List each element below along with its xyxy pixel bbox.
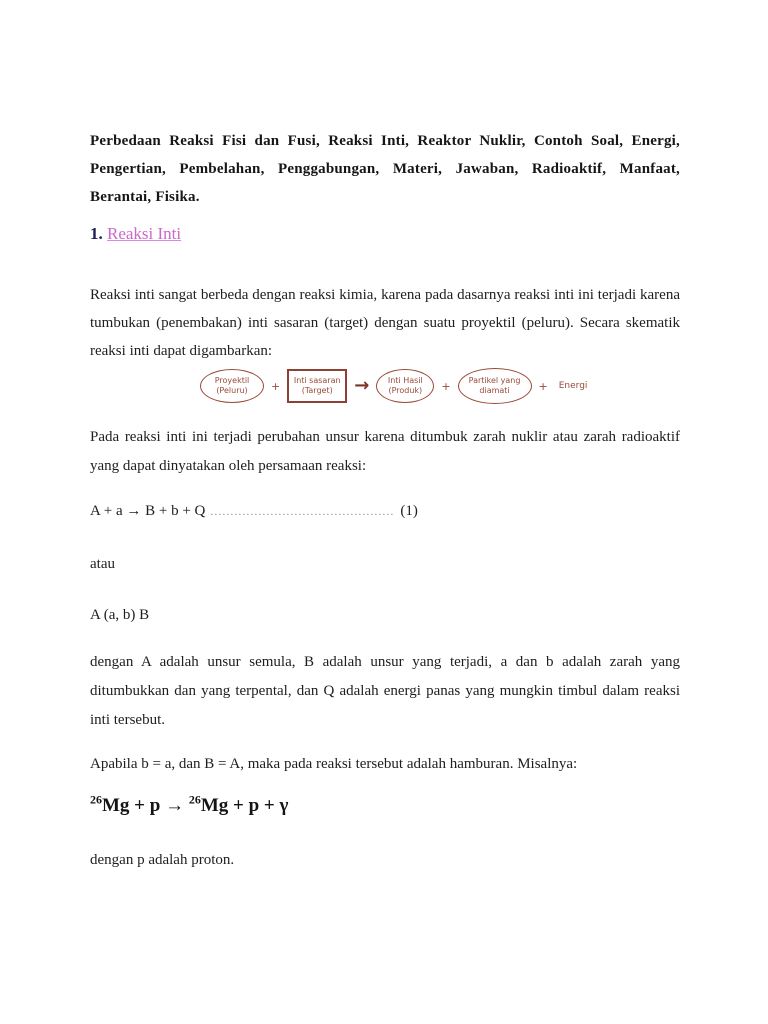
formula-superscript-b: 26 xyxy=(188,792,201,807)
atau-text: atau xyxy=(90,556,115,572)
equation-expression: A + a → B + b + Q xyxy=(90,503,206,519)
paragraph-persamaan: Pada reaksi inti ini terjadi perubahan unsur karena ditumbuk zarah nuklir atau zarah radioaktif yang dapat dinyatakan oleh persamaan reaksi: xyxy=(90,429,680,474)
section-number: 1. xyxy=(90,224,103,243)
formula-superscript-a: 26 xyxy=(90,792,102,807)
node-proyektil-line1: Proyektil xyxy=(214,376,250,385)
paragraph-hamburan: Apabila b = a, dan B = A, maka pada reaksi tersebut adalah hamburan. Misalnya: xyxy=(90,756,578,772)
plus-sign: + xyxy=(441,379,451,393)
reaction-diagram xyxy=(200,367,680,405)
diagram-node-partikel xyxy=(458,368,532,404)
node-proyektil-line2: (Peluru) xyxy=(216,386,248,395)
node-partikel-line1: Partikel yang xyxy=(468,376,521,385)
equation-line xyxy=(90,497,680,526)
equation-dots: .............................................. xyxy=(210,504,395,518)
section-link-reaksi-inti[interactable]: Reaksi Inti xyxy=(107,224,182,243)
node-partikel-line2: diamati xyxy=(479,386,510,395)
page-title: Perbedaan Reaksi Fisi dan Fusi, Reaksi Inti, Reaktor Nuklir, Contoh Soal, Energi, Pengertian, Pembelahan, Penggabungan, Materi, Jawaban, Radioaktif, Manfaat, Berantai, Fisika. xyxy=(90,133,680,205)
formula-segment-b: Mg + p + γ xyxy=(200,795,289,816)
diagram-node-hasil xyxy=(376,369,434,403)
section-heading xyxy=(90,219,680,249)
plus-sign: + xyxy=(271,379,281,393)
energi-label: Energi xyxy=(558,381,588,391)
notation-text: A (a, b) B xyxy=(90,607,150,623)
diagram-node-proyektil xyxy=(200,369,264,403)
diagram-node-target xyxy=(287,369,347,403)
arrow-right-icon: → xyxy=(354,375,370,396)
formula-segment-a: Mg + p → xyxy=(102,795,189,816)
paragraph-proton: dengan p adalah proton. xyxy=(90,852,235,868)
node-target-line1: Inti sasaran xyxy=(293,376,341,385)
plus-sign: + xyxy=(538,379,548,393)
node-hasil-line2: (Produk) xyxy=(388,386,423,395)
paragraph-intro: Reaksi inti sangat berbeda dengan reaksi kimia, karena pada dasarnya reaksi inti ini terjadi karena tumbukan (penembakan) inti sasaran (target) dengan suatu proyektil (peluru). Secara skematik reaksi inti dapat digambarkan: xyxy=(90,287,680,359)
equation-number: (1) xyxy=(400,503,418,519)
scatter-formula xyxy=(90,791,680,821)
node-hasil-line1: Inti Hasil xyxy=(387,376,423,385)
node-target-line2: (Target) xyxy=(301,386,333,395)
paragraph-keterangan: dengan A adalah unsur semula, B adalah unsur yang terjadi, a dan b adalah zarah yang ditumbukkan dan yang terpental, dan Q adalah energi panas yang mungkin timbul dalam reaksi inti tersebut. xyxy=(90,654,680,728)
